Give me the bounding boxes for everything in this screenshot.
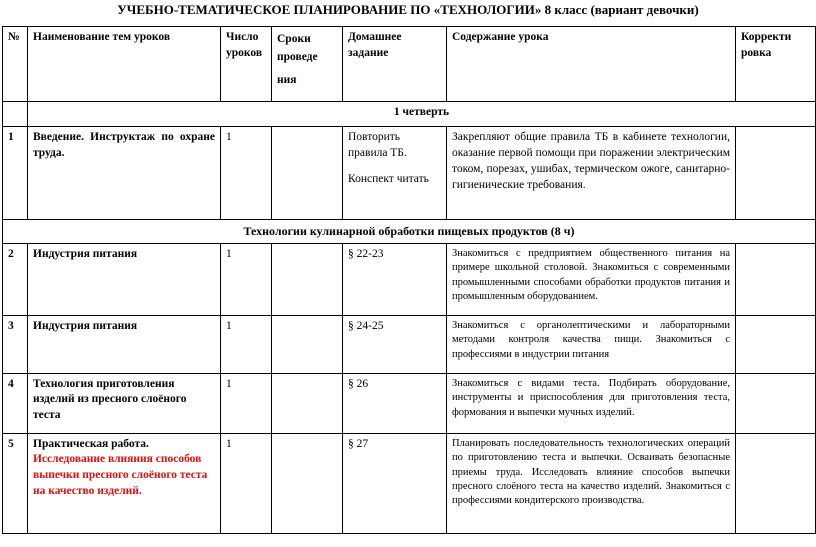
section-row-culinary bbox=[3, 220, 816, 244]
row-count: 1 bbox=[221, 315, 272, 373]
row-num: 3 bbox=[3, 315, 28, 373]
header-row bbox=[3, 27, 816, 102]
row-count: 1 bbox=[221, 433, 272, 533]
header-count bbox=[221, 27, 272, 102]
section-quarter-label: 1 четверть bbox=[28, 102, 816, 127]
row-topic: Технология приготовления изделий из пресного слоёного теста bbox=[28, 373, 221, 433]
header-topic: Наименование тем уроков bbox=[28, 27, 221, 102]
row-num: 4 bbox=[3, 373, 28, 433]
page-title: УЧЕБНО-ТЕМАТИЧЕСКОЕ ПЛАНИРОВАНИЕ ПО «ТЕХНОЛОГИИ» 8 класс (вариант девочки) bbox=[117, 2, 699, 17]
row-dates bbox=[272, 315, 343, 373]
row-homework-text-2: Конспект читать bbox=[348, 172, 429, 185]
row-topic: Введение. Инструктаж по охране труда. bbox=[28, 127, 221, 220]
row-dates bbox=[272, 373, 343, 433]
section-culinary-label: Технологии кулинарной обработки пищевых продуктов (8 ч) bbox=[3, 220, 816, 244]
section-row-quarter bbox=[3, 102, 816, 127]
table-row bbox=[3, 315, 816, 373]
header-content: Содержание урока bbox=[447, 27, 736, 102]
row-topic-title: Практическая работа. bbox=[33, 437, 149, 450]
header-num: № bbox=[3, 27, 28, 102]
row-topic bbox=[28, 433, 221, 533]
row-topic: Индустрия питания bbox=[28, 243, 221, 315]
row-num: 1 bbox=[3, 127, 28, 220]
table-row bbox=[3, 373, 816, 433]
header-dates-line1: Сроки bbox=[277, 33, 311, 45]
row-count: 1 bbox=[221, 373, 272, 433]
row-content: Знакомиться с предприятием общественного питания на примере школьной столовой. Знакомиться с современными промышленными способами обработки продуктов питания и промышленным оборудованием. bbox=[447, 243, 736, 315]
row-dates bbox=[272, 243, 343, 315]
row-num: 5 bbox=[3, 433, 28, 533]
table-row bbox=[3, 433, 816, 533]
row-topic: Индустрия питания bbox=[28, 315, 221, 373]
row-correction bbox=[736, 433, 816, 533]
header-count-line1: Число bbox=[226, 31, 259, 43]
table-row bbox=[3, 127, 816, 220]
header-homework-line2: задание bbox=[348, 46, 389, 59]
header-homework-line1: Домашнее bbox=[348, 31, 402, 43]
row-homework-text: Повторить правила ТБ. bbox=[348, 131, 407, 159]
table-row bbox=[3, 243, 816, 315]
row-homework: § 26 bbox=[343, 373, 447, 433]
header-correction-line2: ровка bbox=[741, 46, 772, 59]
row-topic-highlight: Исследование влияния способов выпечки пресного слоёного теста на качество изделий. bbox=[33, 453, 208, 498]
planning-table bbox=[2, 26, 816, 534]
row-dates bbox=[272, 127, 343, 220]
row-content: Закрепляют общие правила ТБ в кабинете технологии, оказание первой помощи при поражении электрическим током, порезах, ушибах, термическом ожоге, санитарно-гигиенические требования. bbox=[447, 127, 736, 220]
row-homework: § 24-25 bbox=[343, 315, 447, 373]
header-dates bbox=[272, 27, 343, 102]
row-homework: § 22-23 bbox=[343, 243, 447, 315]
row-homework bbox=[343, 127, 447, 220]
row-correction bbox=[736, 127, 816, 220]
row-content: Знакомиться с органолептическими и лабораторными методами контроля качества пищи. Знакомиться с профессиями в индустрии питания bbox=[447, 315, 736, 373]
header-count-line2: уроков bbox=[226, 46, 263, 59]
row-correction bbox=[736, 315, 816, 373]
header-homework bbox=[343, 27, 447, 102]
row-dates bbox=[272, 433, 343, 533]
row-count: 1 bbox=[221, 243, 272, 315]
header-correction bbox=[736, 27, 816, 102]
row-content: Планировать последовательность технологических операций по приготовлению теста и выпечки. Осваивать безопасные приемы труда. Исследовать влияние способов выпечки пресного слоёного теста на качество изделий. Знакомиться с профессиями кондитерского производства. bbox=[447, 433, 736, 533]
row-correction bbox=[736, 243, 816, 315]
row-num: 2 bbox=[3, 243, 28, 315]
header-dates-line3: ния bbox=[277, 73, 297, 86]
header-dates-line2: проведе bbox=[277, 51, 318, 64]
row-homework: § 27 bbox=[343, 433, 447, 533]
header-correction-line1: Корректи bbox=[741, 31, 792, 43]
row-content: Знакомиться с видами теста. Подбирать оборудование, инструменты и приспособления для приготовления теста, формования и выпечки мучных изделий. bbox=[447, 373, 736, 433]
row-correction bbox=[736, 373, 816, 433]
row-count: 1 bbox=[221, 127, 272, 220]
